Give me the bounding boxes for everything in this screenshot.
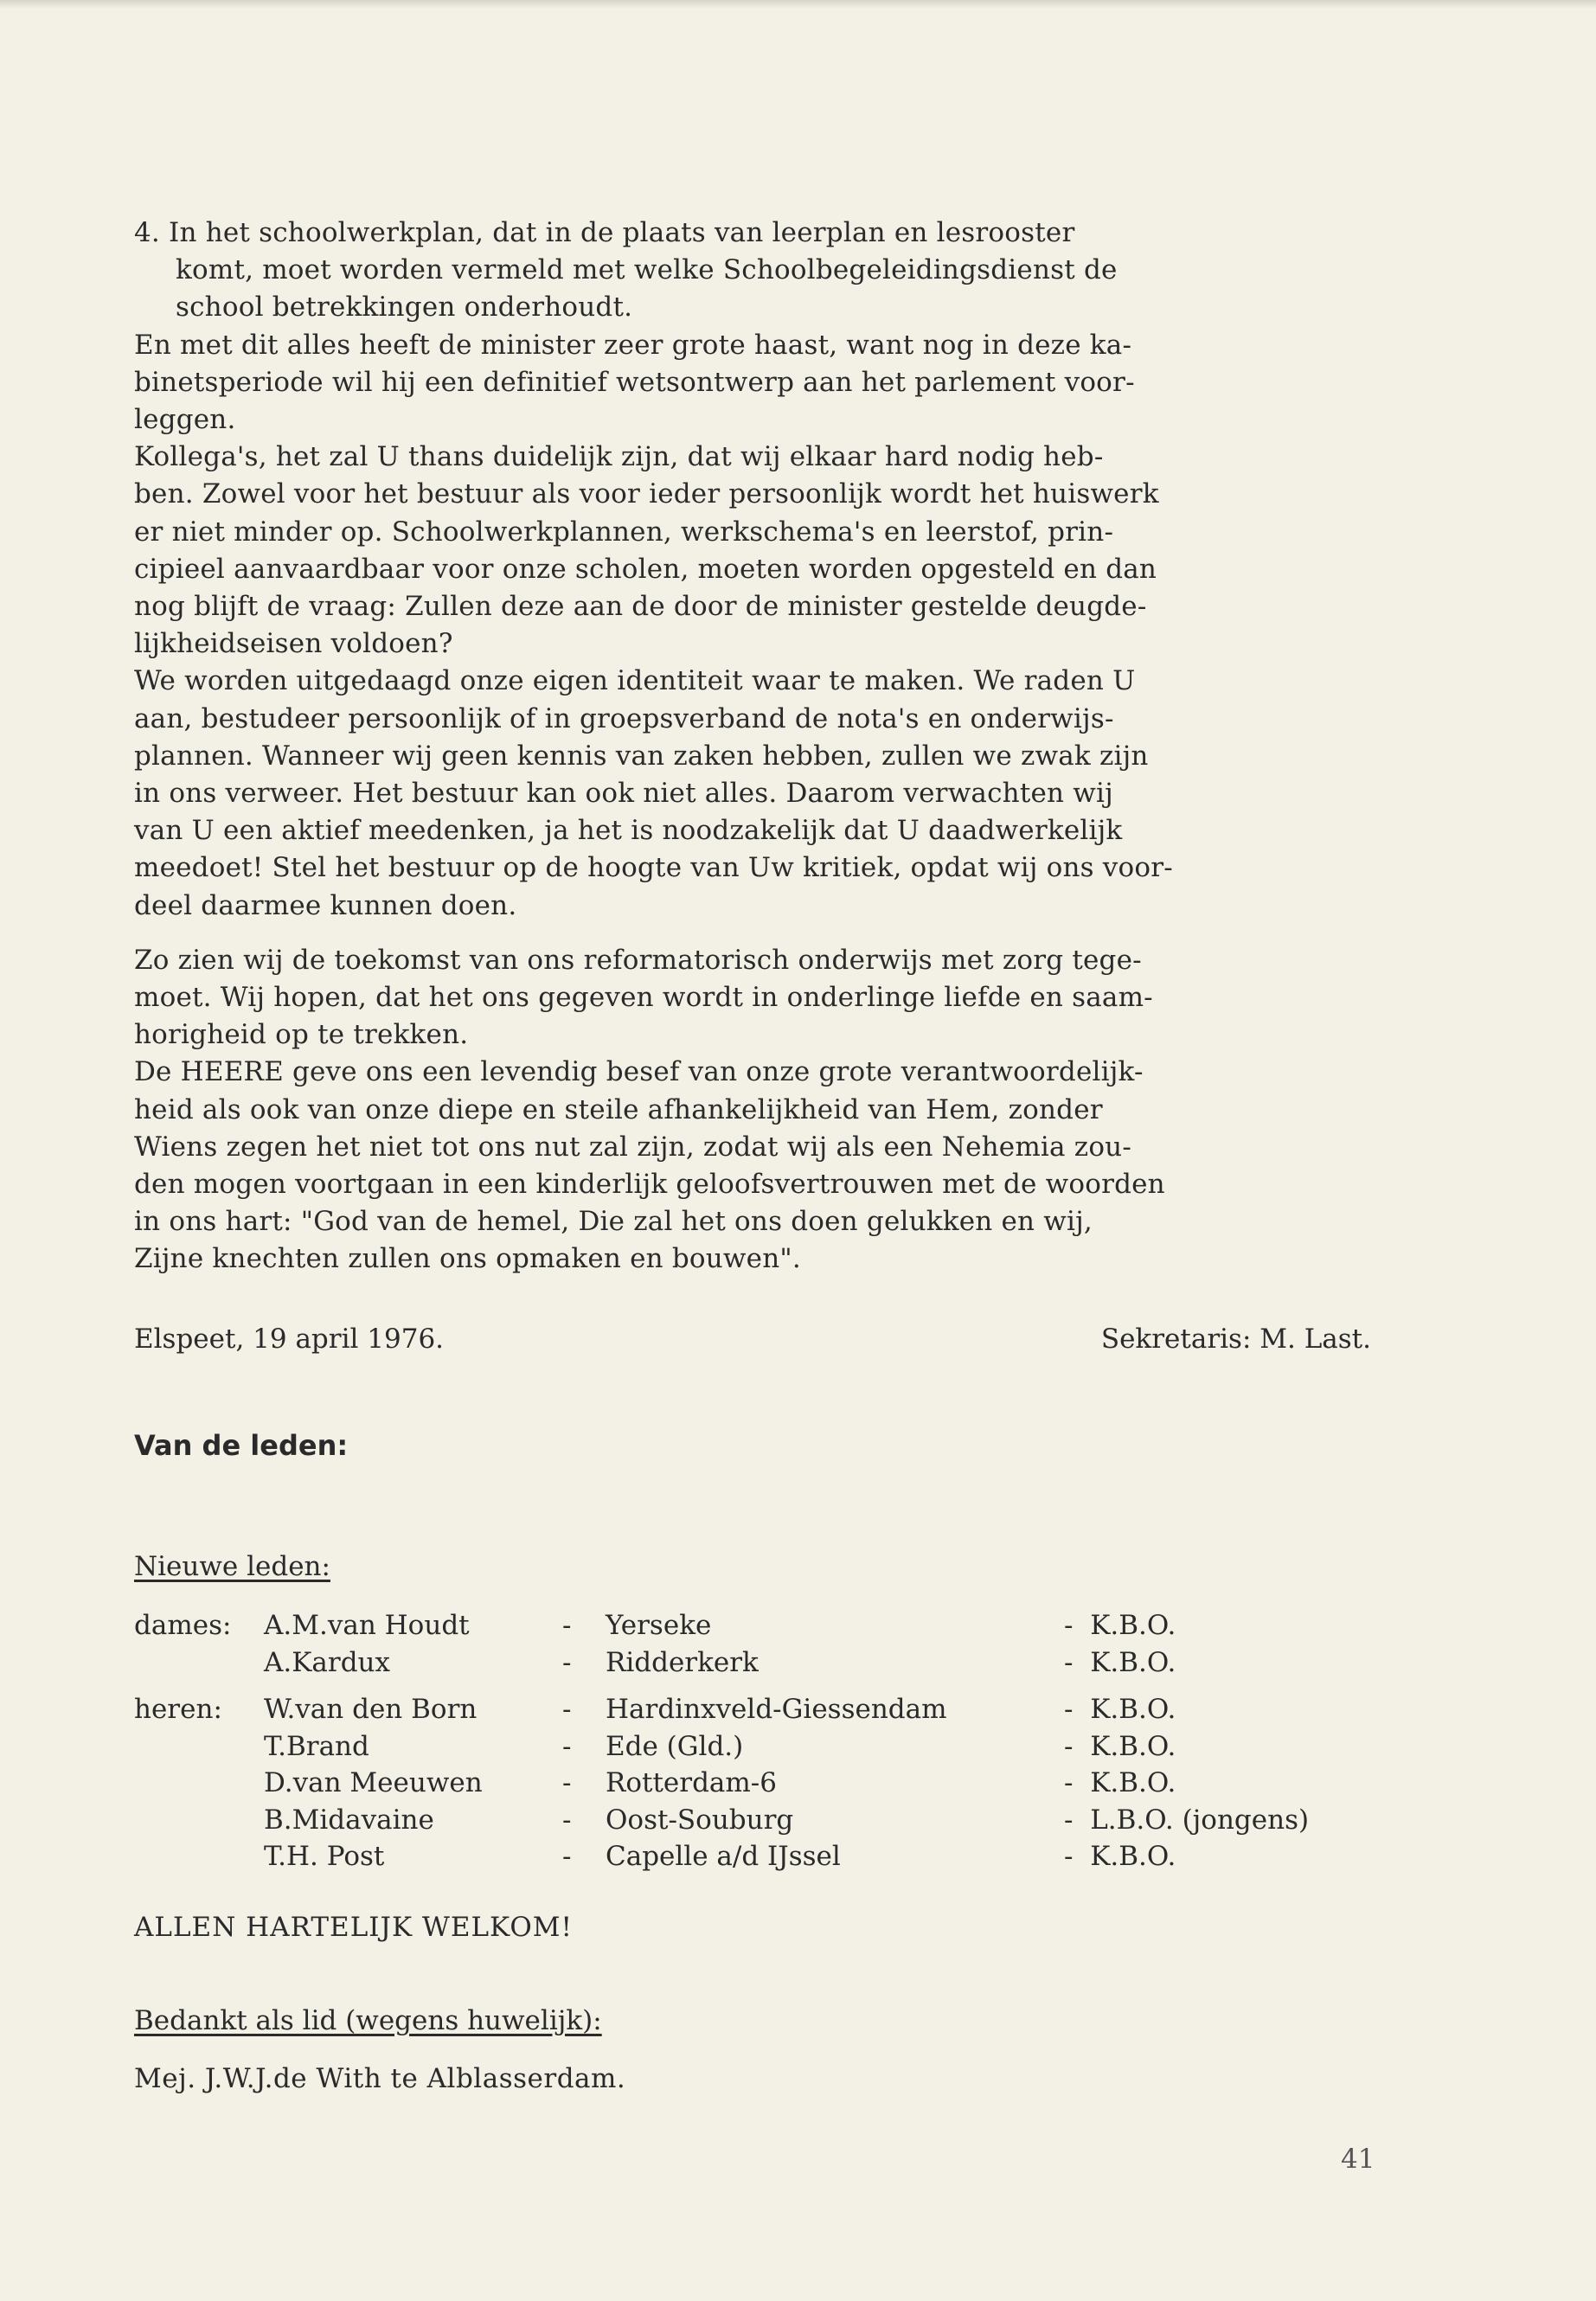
member-org: - K.B.O. xyxy=(1064,1610,1176,1641)
paragraph-gap xyxy=(134,925,1397,942)
member-city: Ridderkerk xyxy=(606,1646,759,1678)
dash: - xyxy=(562,1610,572,1641)
place-date: Elspeet, 19 april 1976. xyxy=(134,1324,445,1355)
page-number: 41 xyxy=(1341,2144,1375,2175)
text-line: in ons verweer. Het bestuur kan ook niet alles. Daarom verwachten wij xyxy=(134,778,1113,810)
section-heading: Van de leden: xyxy=(134,1429,349,1462)
member-row xyxy=(134,1607,1309,1644)
secretary: Sekretaris: M. Last. xyxy=(1100,1324,1371,1355)
text-line: cipieel aanvaardbaar voor onze scholen, moeten worden opgesteld en dan xyxy=(134,553,1157,585)
text-line: 4. In het schoolwerkplan, dat in de plaats van leerplan en lesrooster xyxy=(134,217,1075,248)
text-line: Zijne knechten zullen ons opmaken en bouwen". xyxy=(134,1243,801,1275)
member-org: - K.B.O. xyxy=(1064,1730,1176,1762)
text-line: En met dit alles heeft de minister zeer grote haast, want nog in deze ka- xyxy=(134,329,1132,361)
text-line: aan, bestudeer persoonlijk of in groepsverband de nota's en onderwijs- xyxy=(134,702,1114,734)
member-city: Yerseke xyxy=(606,1610,712,1641)
dash: - xyxy=(1064,1694,1074,1725)
text-line: Zo zien wij de toekomst van ons reformatorisch onderwijs met zorg tege- xyxy=(134,944,1142,976)
text-line: plannen. Wanneer wij geen kennis van zaken hebben, zullen we zwak zijn xyxy=(134,740,1149,772)
resigned-heading: Bedankt als lid (wegens huwelijk): xyxy=(134,2005,602,2036)
text-line: Wiens zegen het niet tot ons nut zal zijn, zodat wij als een Nehemia zou- xyxy=(134,1131,1132,1163)
member-name: B.Midavaine - xyxy=(264,1802,606,1839)
member-org: - K.B.O. xyxy=(1064,1694,1176,1725)
member-name: A.M.van Houdt - xyxy=(264,1607,606,1644)
text-line: ben. Zowel voor het bestuur als voor ieder persoonlijk wordt het huiswerk xyxy=(134,478,1159,510)
member-row xyxy=(134,1802,1309,1839)
member-name: T.Brand - xyxy=(264,1728,606,1766)
text-line: nog blijft de vraag: Zullen deze aan de door de minister gestelde deugde- xyxy=(134,591,1147,623)
member-city: Oost-Souburg xyxy=(606,1804,794,1836)
text-line: deel daarmee kunnen doen. xyxy=(134,889,517,921)
dash: - xyxy=(1064,1767,1074,1798)
dash: - xyxy=(1064,1841,1074,1872)
dash: - xyxy=(1064,1646,1074,1678)
scan-edge xyxy=(0,0,1596,9)
body-text xyxy=(134,215,1397,1279)
text-line: We worden uitgedaagd onze eigen identiteit waar te maken. We raden U xyxy=(134,665,1136,697)
text-line: binetsperiode wil hij een definitief wetsontwerp aan het parlement voor- xyxy=(134,366,1135,398)
dash: - xyxy=(1064,1804,1074,1836)
member-row xyxy=(134,1765,1309,1802)
text-line: van U een aktief meedenken, ja het is noodzakelijk dat U daadwerkelijk xyxy=(134,815,1123,847)
text-line: leggen. xyxy=(134,404,236,436)
text-line: den mogen voortgaan in een kinderlijk geloofsvertrouwen met de woorden xyxy=(134,1169,1165,1201)
dash: - xyxy=(562,1767,572,1798)
text-line: moet. Wij hopen, dat het ons gegeven wordt in onderlinge liefde en saam- xyxy=(134,982,1153,1014)
text-line: in ons hart: "God van de hemel, Die zal het ons doen gelukken en wij, xyxy=(134,1206,1093,1238)
member-name: D.van Meeuwen - xyxy=(264,1765,606,1802)
member-row xyxy=(134,1691,1309,1728)
text-line: heid als ook van onze diepe en steile afhankelijkheid van Hem, zonder xyxy=(134,1093,1103,1125)
member-row xyxy=(134,1644,1309,1682)
member-city: Rotterdam-6 xyxy=(606,1767,778,1798)
member-city: Hardinxveld-Giessendam xyxy=(606,1694,947,1725)
dash: - xyxy=(562,1804,572,1836)
dash: - xyxy=(562,1694,572,1725)
member-org: - K.B.O. xyxy=(1064,1646,1176,1678)
group-label: heren: xyxy=(134,1694,222,1725)
dash: - xyxy=(562,1646,572,1678)
signature-row xyxy=(134,1324,1371,1355)
member-city: Ede (Gld.) xyxy=(606,1730,744,1762)
text-line: Kollega's, het zal U thans duidelijk zijn, dat wij elkaar hard nodig heb- xyxy=(134,441,1104,473)
member-row xyxy=(134,1838,1309,1875)
dash: - xyxy=(1064,1730,1074,1762)
members-list xyxy=(134,1607,1309,1875)
dash: - xyxy=(1064,1610,1074,1641)
new-members-heading: Nieuwe leden: xyxy=(134,1551,330,1582)
text-line: school betrekkingen onderhoudt. xyxy=(176,292,633,324)
text-line: er niet minder op. Schoolwerkplannen, werkschema's en leerstof, prin- xyxy=(134,516,1114,548)
member-city: Capelle a/d IJssel xyxy=(606,1841,841,1872)
dash: - xyxy=(562,1841,572,1872)
text-line: lijkheidseisen voldoen? xyxy=(134,628,453,660)
member-org: - K.B.O. xyxy=(1064,1841,1176,1872)
resigned-member: Mej. J.W.J.de With te Alblasserdam. xyxy=(134,2063,626,2094)
member-row xyxy=(134,1728,1309,1766)
member-org: - L.B.O. (jongens) xyxy=(1064,1804,1310,1836)
welcome-text: ALLEN HARTELIJK WELKOM! xyxy=(134,1912,573,1943)
member-name: A.Kardux - xyxy=(264,1644,606,1682)
group-label: dames: xyxy=(134,1610,232,1641)
text-line: komt, moet worden vermeld met welke Schoolbegeleidingsdienst de xyxy=(176,254,1118,286)
text-line: meedoet! Stel het bestuur op de hoogte van Uw kritiek, opdat wij ons voor- xyxy=(134,852,1173,884)
member-org: - K.B.O. xyxy=(1064,1767,1176,1798)
member-name: W.van den Born - xyxy=(264,1691,606,1728)
member-name: T.H. Post - xyxy=(264,1838,606,1875)
text-line: horigheid op te trekken. xyxy=(134,1019,469,1051)
text-line: De HEERE geve ons een levendig besef van onze grote verantwoordelijk- xyxy=(134,1056,1144,1088)
dash: - xyxy=(562,1730,572,1762)
